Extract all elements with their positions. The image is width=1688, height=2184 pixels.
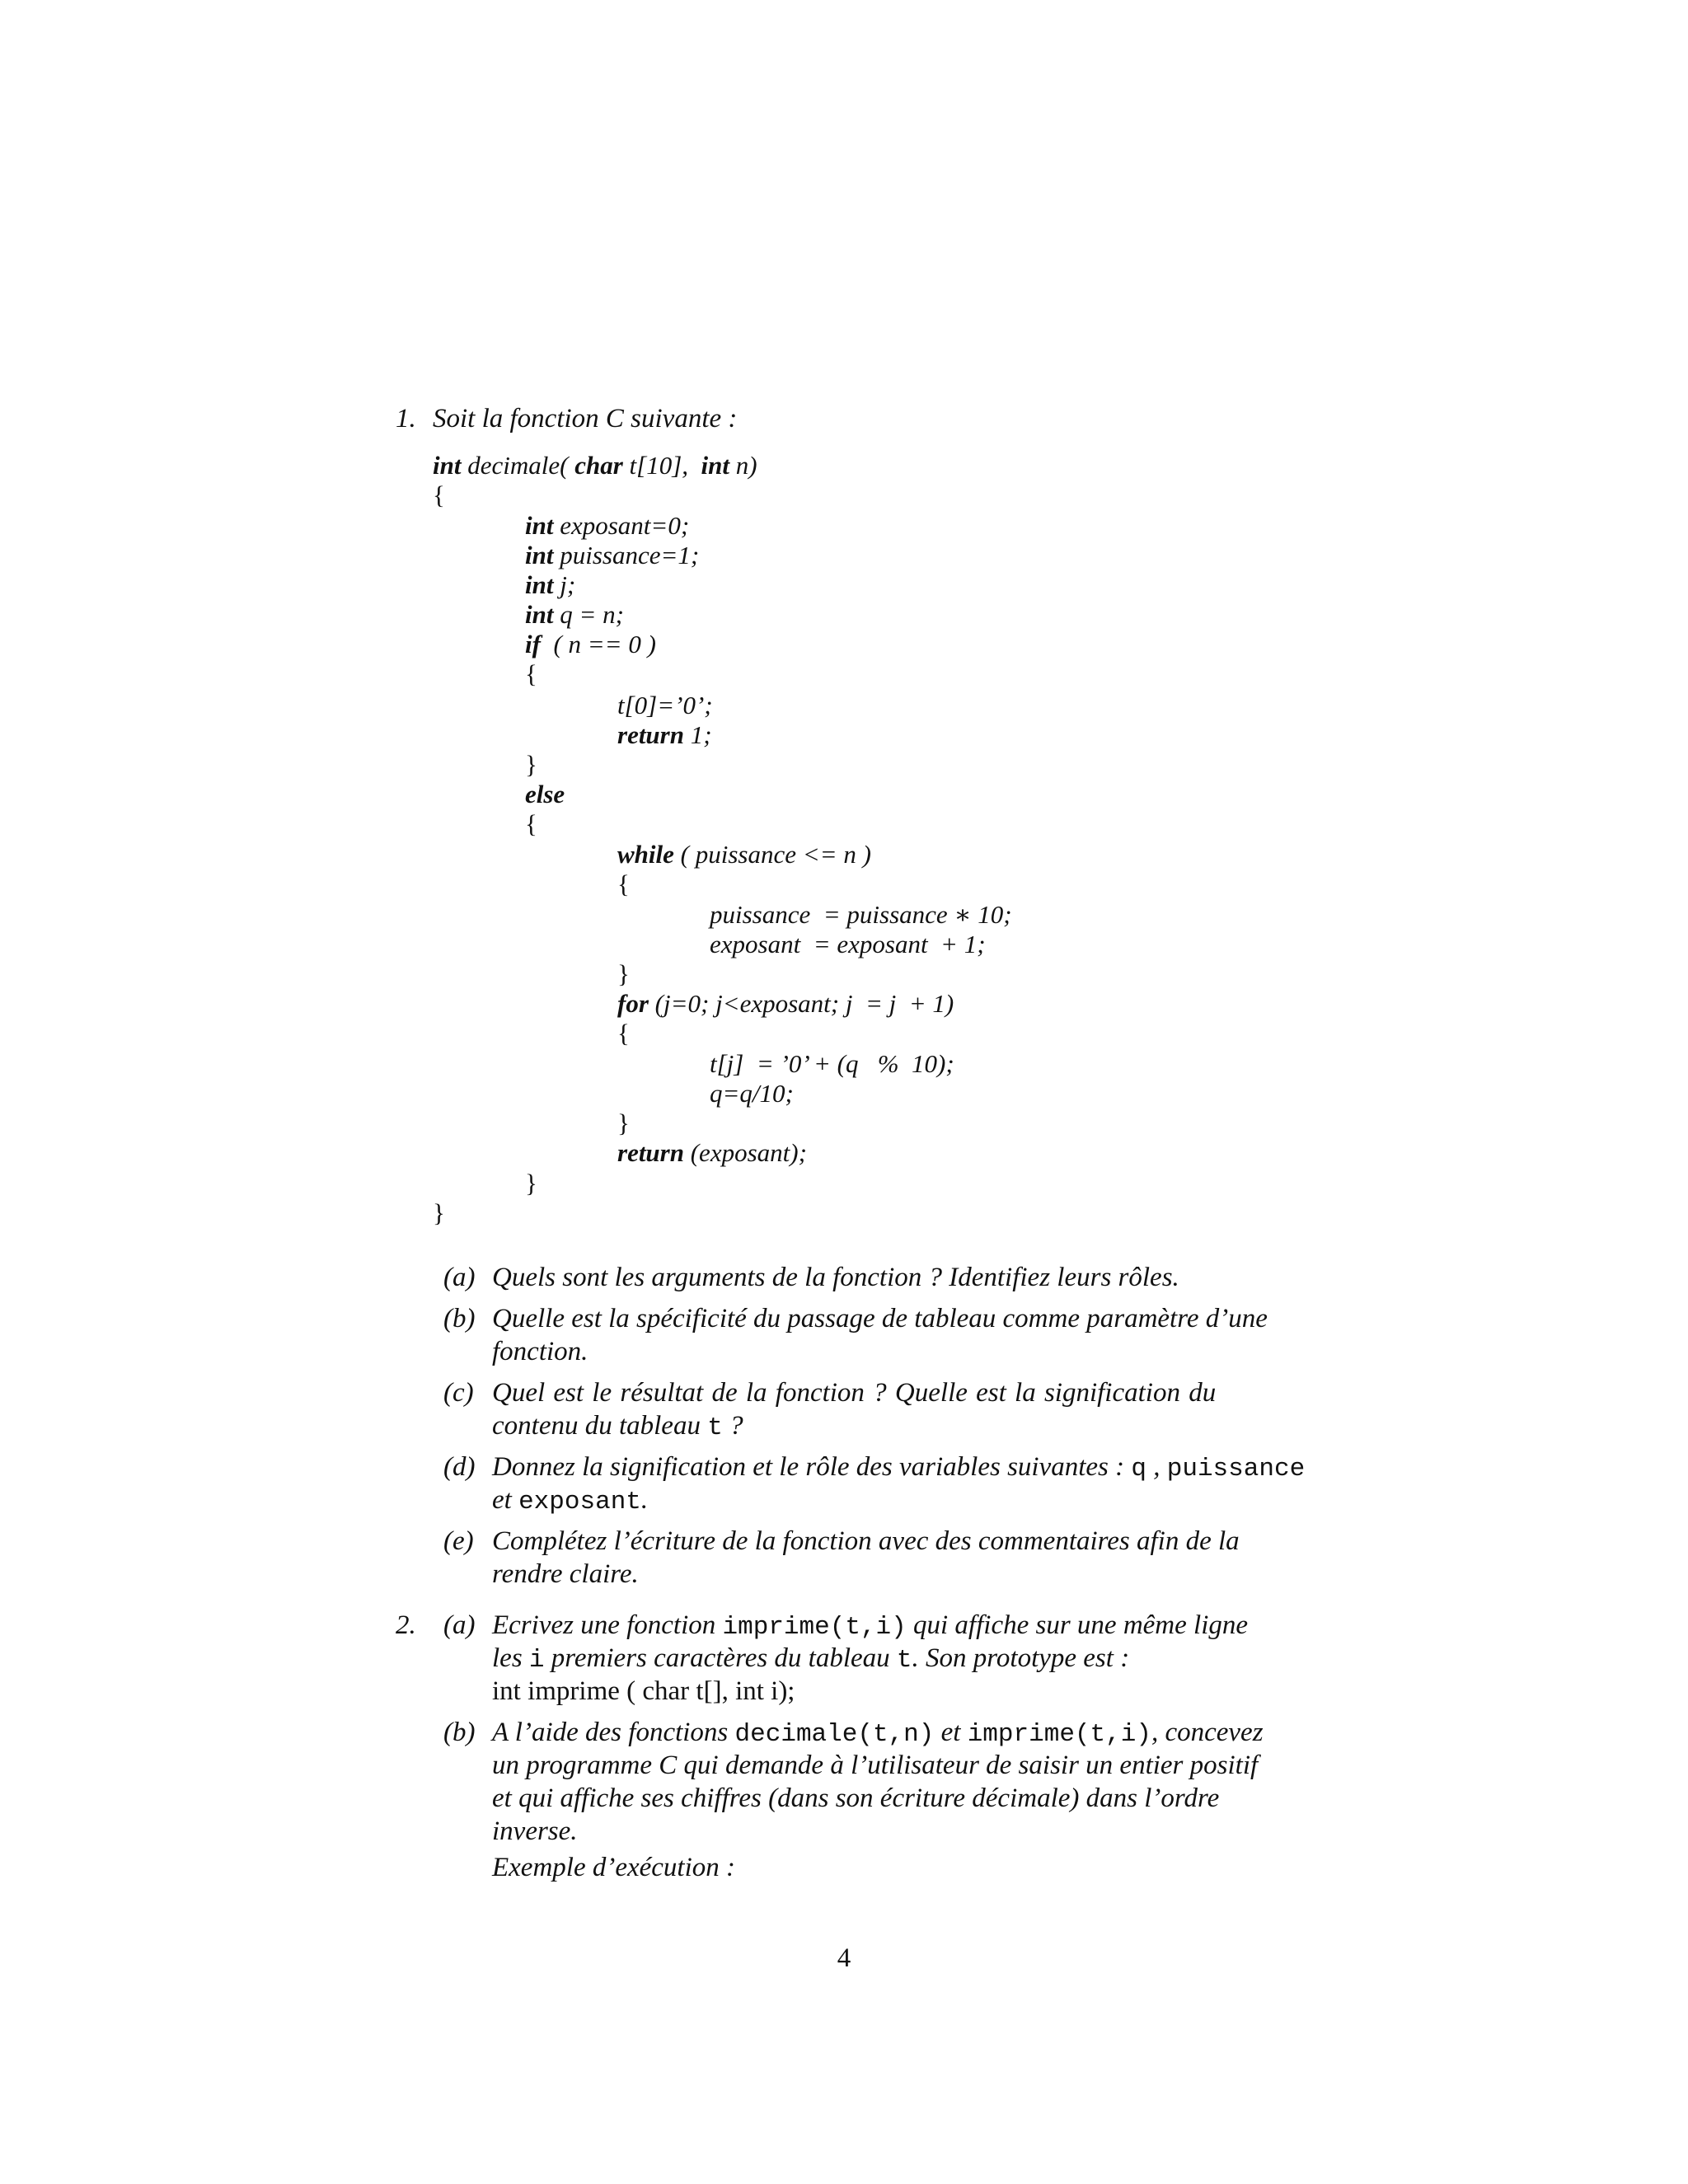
text: les — [492, 1643, 523, 1673]
question-label: (b) — [443, 1304, 476, 1333]
question-text: fonction. — [492, 1337, 588, 1366]
code-keyword: char — [574, 451, 623, 480]
exercise-1-number: 1. — [396, 404, 416, 434]
question-text: rendre claire. — [492, 1559, 639, 1589]
question-text — [492, 1609, 1248, 1644]
code-line: puissance = puissance ∗ 10; — [710, 900, 1012, 929]
code-line — [617, 720, 712, 750]
question-text: et qui affiche ses chiffres (dans son écriture décimale) dans l’ordre — [492, 1783, 1220, 1813]
code-line — [525, 570, 575, 600]
question-text: Quels sont les arguments de la fonction ? Identifiez leurs rôles. — [492, 1263, 1179, 1292]
text: . Son prototype est : — [912, 1643, 1130, 1673]
question-text: un programme C qui demande à l’utilisateur de saisir un entier positif — [492, 1750, 1259, 1780]
question-text: Complétez l’écriture de la fonction avec des commentaires afin de la — [492, 1526, 1240, 1556]
code-keyword: for — [617, 989, 649, 1018]
code-keyword: int — [525, 570, 554, 599]
code-inline: puissance — [1166, 1455, 1306, 1483]
question-label: (e) — [443, 1526, 474, 1556]
code-keyword: else — [525, 780, 565, 808]
code-inline: t — [896, 1646, 912, 1675]
code-brace: { — [617, 869, 630, 898]
code-brace: } — [617, 1108, 630, 1137]
question-text: Exemple d’exécution : — [492, 1853, 736, 1882]
question-text: inverse. — [492, 1816, 578, 1846]
code-line — [525, 630, 656, 659]
code-signature — [433, 451, 757, 480]
text: et — [492, 1485, 512, 1515]
code-text: (j=0; j<exposant; j = j + 1) — [654, 989, 954, 1018]
code-text: ( n == 0 ) — [553, 630, 656, 658]
code-line — [525, 511, 689, 541]
code-inline: q — [1131, 1455, 1146, 1483]
code-keyword: int — [701, 451, 729, 480]
code-line — [525, 780, 565, 809]
code-line: t[j] = ’0’ + (q % 10); — [710, 1049, 954, 1078]
code-keyword: if — [525, 630, 541, 658]
code-inline: imprime(t,i) — [722, 1613, 907, 1642]
code-keyword: return — [617, 1138, 684, 1167]
question-label: (c) — [443, 1378, 474, 1408]
code-line — [617, 989, 954, 1019]
code-inline: decimale(t,n) — [734, 1720, 935, 1749]
code-line — [525, 600, 624, 630]
question-label: (d) — [443, 1452, 476, 1482]
code-brace: } — [525, 1169, 537, 1197]
code-brace: { — [433, 480, 445, 509]
code-brace: } — [525, 750, 537, 779]
code-text: puissance=1; — [560, 541, 700, 569]
question-label: (a) — [443, 1610, 476, 1640]
code-line: t[0]=’0’; — [617, 691, 713, 719]
text: contenu du tableau — [492, 1411, 701, 1441]
code-brace: } — [433, 1198, 445, 1227]
question-text — [492, 1716, 1264, 1751]
question-text: Quelle est la spécificité du passage de tableau comme paramètre d’une — [492, 1304, 1268, 1333]
code-keyword: int — [525, 600, 554, 629]
code-line — [617, 1138, 807, 1168]
code-text: (exposant); — [690, 1138, 807, 1167]
code-keyword: return — [617, 720, 684, 749]
code-brace: { — [525, 659, 537, 688]
code-text: ( puissance <= n ) — [680, 840, 871, 869]
question-text — [492, 1642, 1129, 1677]
question-label: (a) — [443, 1263, 476, 1292]
text: A l’aide des fonctions — [492, 1718, 729, 1747]
question-text: Quel est le résultat de la fonction ? Quelle est la signification du — [492, 1378, 1217, 1408]
code-text: q = n; — [560, 600, 624, 629]
code-text: decimale( — [467, 451, 569, 480]
code-inline: imprime(t,i) — [967, 1720, 1151, 1749]
code-inline: t — [707, 1413, 723, 1442]
code-keyword: int — [525, 511, 554, 540]
exercise-2-number: 2. — [396, 1610, 416, 1640]
code-line — [617, 840, 871, 869]
text: Ecrivez une fonction — [492, 1610, 716, 1640]
code-text: 1; — [690, 720, 712, 749]
text: . — [640, 1485, 649, 1515]
prototype-code: int imprime ( char t[], int i); — [492, 1676, 795, 1706]
code-text: j; — [560, 570, 576, 599]
question-text — [492, 1483, 648, 1519]
code-line: q=q/10; — [710, 1079, 794, 1108]
text: et — [940, 1718, 961, 1747]
text: Donnez la signification et le rôle des variables suivantes : — [492, 1452, 1125, 1482]
code-inline: exposant — [518, 1488, 641, 1516]
code-brace: { — [617, 1019, 630, 1047]
code-line — [525, 541, 699, 570]
code-keyword: int — [433, 451, 462, 480]
text: ? — [729, 1411, 743, 1441]
code-keyword: while — [617, 840, 674, 869]
code-text: exposant=0; — [560, 511, 690, 540]
exercise-1-intro: Soit la fonction C suivante : — [433, 404, 738, 434]
question-label: (b) — [443, 1718, 476, 1747]
code-text: n) — [735, 451, 757, 480]
code-inline: i — [528, 1646, 545, 1675]
code-line: exposant = exposant + 1; — [710, 930, 986, 958]
code-brace: } — [617, 959, 630, 988]
text: qui affiche sur une même ligne — [913, 1610, 1249, 1640]
code-text: t[10], — [629, 451, 689, 480]
code-brace: { — [525, 809, 537, 838]
text: , — [1153, 1452, 1160, 1482]
question-text — [492, 1409, 743, 1445]
question-text — [492, 1451, 1305, 1486]
page-number: 4 — [837, 1943, 851, 1973]
text: , concevez — [1151, 1718, 1264, 1747]
code-keyword: int — [525, 541, 554, 569]
text: premiers caractères du tableau — [551, 1643, 890, 1673]
